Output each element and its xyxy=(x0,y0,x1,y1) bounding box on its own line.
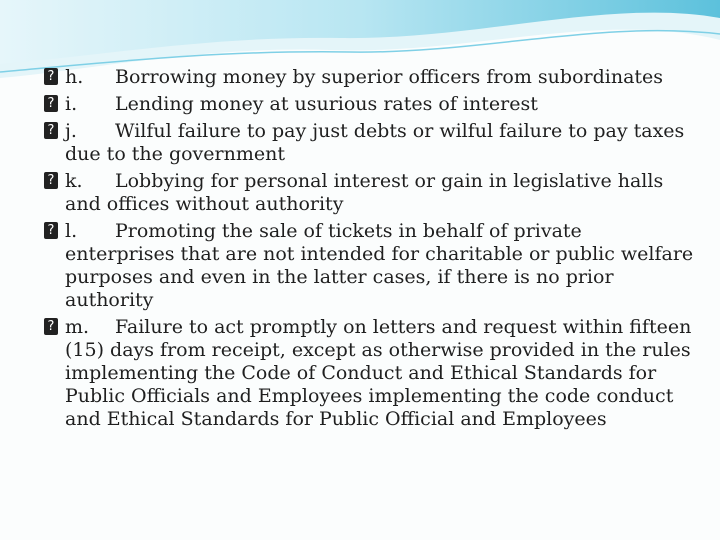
bullet-icon: ? xyxy=(44,95,58,112)
item-letter: h. xyxy=(65,66,84,88)
bullet-icon: ? xyxy=(44,318,58,335)
bullet-icon: ? xyxy=(44,68,58,85)
list-item-l xyxy=(44,220,694,312)
item-text: Borrowing money by superior officers from subordinates xyxy=(115,66,664,88)
item-text: Wilful failure to pay just debts or wilful failure to pay taxes due to the government xyxy=(65,120,685,165)
list-item-h xyxy=(44,66,694,89)
item-text: Promoting the sale of tickets in behalf of private enterprises that are not intended for charitable or public welfare purposes and even in the latter cases, if there is no prior authority xyxy=(65,220,694,311)
item-text: Lending money at usurious rates of interest xyxy=(115,93,538,115)
item-letter: k. xyxy=(65,170,83,192)
item-letter: l. xyxy=(65,220,78,242)
bullet-icon: ? xyxy=(44,122,58,139)
list-item-i xyxy=(44,93,694,116)
bullet-icon: ? xyxy=(44,172,58,189)
item-letter: m. xyxy=(65,316,90,338)
item-text: Lobbying for personal interest or gain in legislative halls and offices without authority xyxy=(65,170,664,215)
list-item-k xyxy=(44,170,694,216)
item-letter: i. xyxy=(65,93,78,115)
item-text: Failure to act promptly on letters and request within fifteen (15) days from receipt, except as otherwise provided in the rules implementing the Code of Conduct and Ethical Standards for Public Officials and Employees implementing the code conduct and Ethical Standards for Public Official and Employees xyxy=(65,316,692,430)
list-item-j xyxy=(44,120,694,166)
item-letter: j. xyxy=(65,120,77,142)
bullet-icon: ? xyxy=(44,222,58,239)
offense-list xyxy=(44,66,694,435)
list-item-m xyxy=(44,316,694,431)
